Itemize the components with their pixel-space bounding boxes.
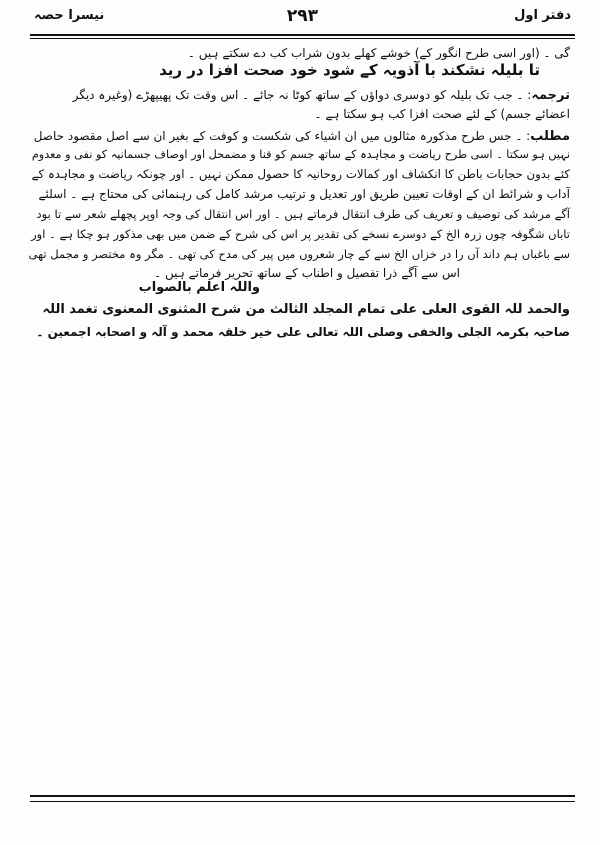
footer-rule-bottom [30, 801, 575, 802]
meaning-text-1: : ۔ جس طرح مذکورہ مثالوں میں ان اشیاء کی شکست و کوفت کے بغیر ان سے اصل مقصود حاصل [33, 129, 531, 143]
meaning-line-7: سے باغباں ہم داند آں را در خزاں الخ سے کے چار شعروں میں پیر کی مدح کی تھی ۔ مگر وہ مختصر و مجمل تھی [28, 247, 570, 261]
page-header [30, 6, 575, 30]
translation-line-1 [73, 87, 570, 104]
meaning-line-8: اس سے آگے ذرا تفصیل و اطناب کے ساتھ تحریر فرماتے ہیں ۔ [154, 266, 460, 280]
meaning-line-2: نہیں ہو سکتا ۔ اسی طرح ریاضت و مجاہدہ کے ساتھ جسم کو فنا و مضمحل اور اوصاف جسمانیہ کو نفی و معدوم [31, 148, 570, 161]
arabic-line-1: والحمد للہ القوی العلی علی تمام المجلد الثالث من شرح المثنوی المعنوی تغمد اللہ [42, 302, 570, 317]
meaning-line-6: تاباں شگوفہ چوں زرہ الخ کے دوسرے نسخے کی تقدیر پر اس کی شرح کے ضمن میں بھی مذکور ہو چکا ہے ۔ اور [31, 227, 570, 241]
translation-text-1: : ۔ جب تک بلیلہ کو دوسری دواؤں کے ساتھ کوٹا نہ جائے ۔ اس وقت تک پھیپھڑے (وغیرہ دیگر [72, 88, 532, 102]
meaning-line-3: کئے بدون حجابات باطن کا انکشاف اور کمالات روحانیہ کا حصول ممکن نہیں ۔ اور چونکہ ریاضت و مجاہدہ کے [31, 167, 570, 181]
arabic-line-2: صاحبہ بکرمہ الجلی والخفی وصلی اللہ تعالی علی خیر خلقہ محمد و آلہ و اصحابہ اجمعین ۔ [36, 325, 570, 339]
footer-rule-top [30, 795, 575, 797]
meaning-line-4: آداب و شرائط ان کے اوقات تعیین طریق اور تعدیل و ترتیب مرشد کامل کی رہنمائی کی محتاج ہے ۔ اسلئے [38, 187, 570, 201]
text-line-1: گی ۔ (اور اسی طرح انگور کے) خوشے کھلے بدون شراب کب دے سکتے ہیں ۔ [187, 46, 570, 60]
volume-title: دفتر اول [514, 8, 571, 23]
meaning-line-5: آگے مرشد کی توصیف و تعریف کی طرف انتقال فرماتے ہیں ۔ اور اس انتقال کی وجہ اوپر پچھلے شعر سے تا بود [36, 207, 570, 221]
part-title: نیسرا حصہ [34, 8, 105, 23]
translation-label: ترجمہ [531, 88, 570, 103]
page-number: ۲۹۳ [286, 6, 319, 26]
meaning-line-1 [34, 128, 570, 145]
meaning-label: مطلب [530, 129, 570, 144]
header-rule-bottom [30, 38, 575, 39]
translation-line-2: اعضائے جسم) کے لئے صحت افزا کب ہو سکتا ہے ۔ [314, 107, 570, 121]
verse-line: تا بلیلہ نشکند با آذویہ کے شود خود صحت افزا در رید [159, 61, 540, 79]
closing-phrase: واللہ اعلم بالصواب [138, 280, 260, 295]
header-rule-top [30, 34, 575, 36]
